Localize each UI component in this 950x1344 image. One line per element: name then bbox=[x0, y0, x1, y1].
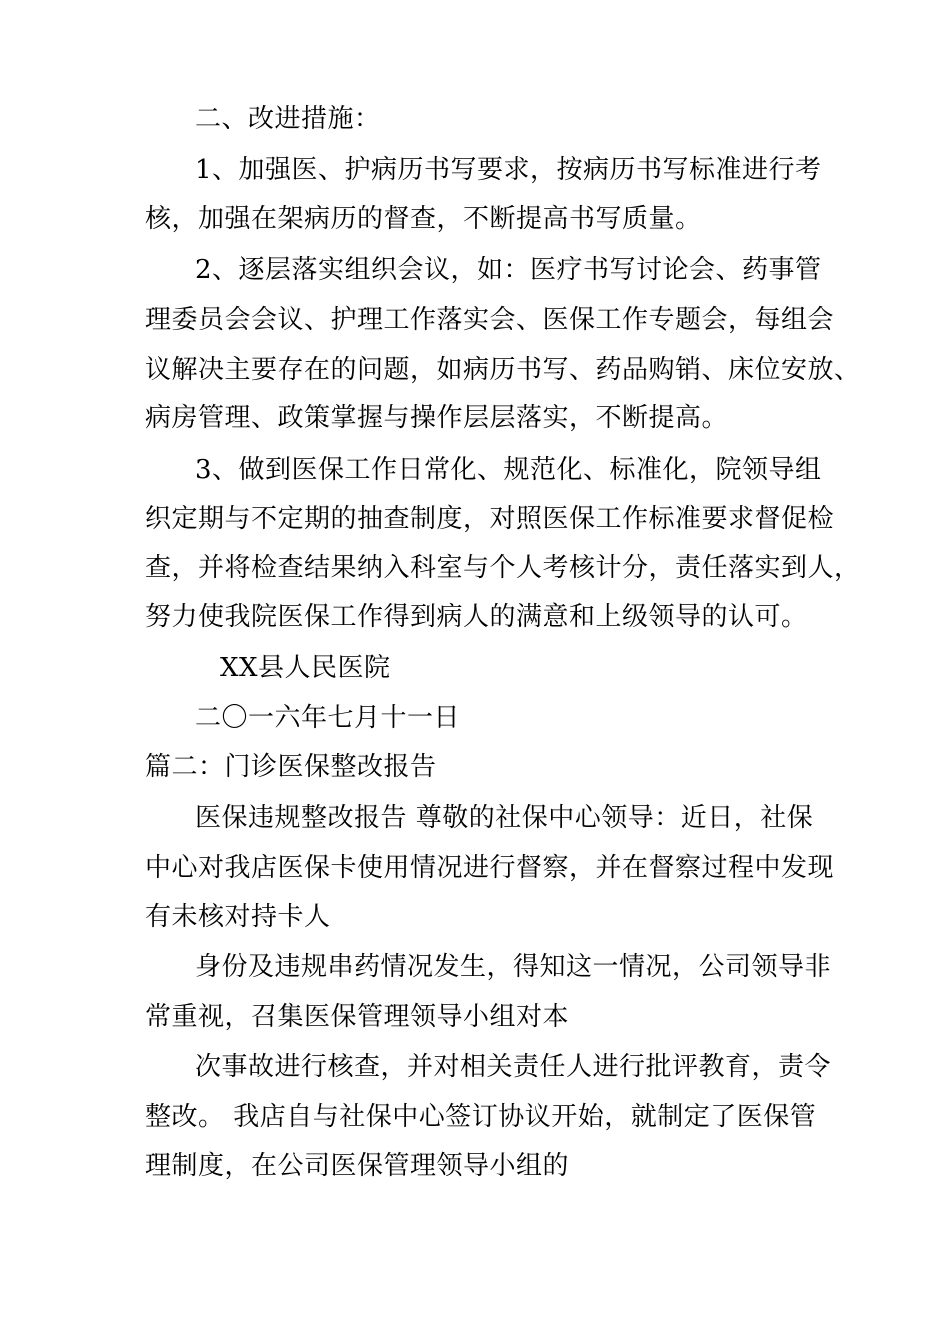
signature-date: 二〇一六年七月十一日 bbox=[195, 703, 461, 733]
paragraph-line: 次事故进行核查，并对相关责任人进行批评教育，责令 bbox=[195, 1052, 832, 1082]
paragraph-line: 中心对我店医保卡使用情况进行督察，并在督察过程中发现 bbox=[145, 853, 835, 883]
paragraph-line: 理制度，在公司医保管理领导小组的 bbox=[145, 1151, 570, 1181]
paragraph-line: 3、做到医保工作日常化、规范化、标准化，院领导组 bbox=[195, 455, 822, 485]
paragraph-line: 整改。 我店自与社保中心签订协议开始，就制定了医保管 bbox=[145, 1102, 817, 1132]
section-heading-improvements: 二、改进措施： bbox=[195, 104, 381, 134]
paragraph-line: 身份及违规串药情况发生，得知这一情况，公司领导非 bbox=[195, 952, 832, 982]
paragraph-line: 医保违规整改报告 尊敬的社保中心领导：近日，社保 bbox=[195, 803, 814, 833]
paragraph-line: 议解决主要存在的问题，如病历书写、药品购销、床位安放、 bbox=[145, 355, 861, 385]
section-title-part-two: 篇二：门诊医保整改报告 bbox=[145, 752, 437, 782]
paragraph-line: 织定期与不定期的抽查制度，对照医保工作标准要求督促检 bbox=[145, 504, 835, 534]
signature-organization: XX县人民医院 bbox=[220, 653, 391, 683]
paragraph-line: 1、加强医、护病历书写要求，按病历书写标准进行考 bbox=[195, 155, 822, 185]
paragraph-line: 努力使我院医保工作得到病人的满意和上级领导的认可。 bbox=[145, 602, 808, 632]
paragraph-line: 常重视，召集医保管理领导小组对本 bbox=[145, 1002, 570, 1032]
paragraph-line: 2、逐层落实组织会议，如：医疗书写讨论会、药事管 bbox=[195, 255, 822, 285]
paragraph-line: 查，并将检查结果纳入科室与个人考核计分，责任落实到人， bbox=[145, 553, 861, 583]
paragraph-line: 理委员会会议、护理工作落实会、医保工作专题会，每组会 bbox=[145, 305, 835, 335]
paragraph-line: 核，加强在架病历的督查，不断提高书写质量。 bbox=[145, 204, 702, 234]
paragraph-line: 病房管理、政策掌握与操作层层落实，不断提高。 bbox=[145, 403, 729, 433]
paragraph-line: 有未核对持卡人 bbox=[145, 902, 331, 932]
